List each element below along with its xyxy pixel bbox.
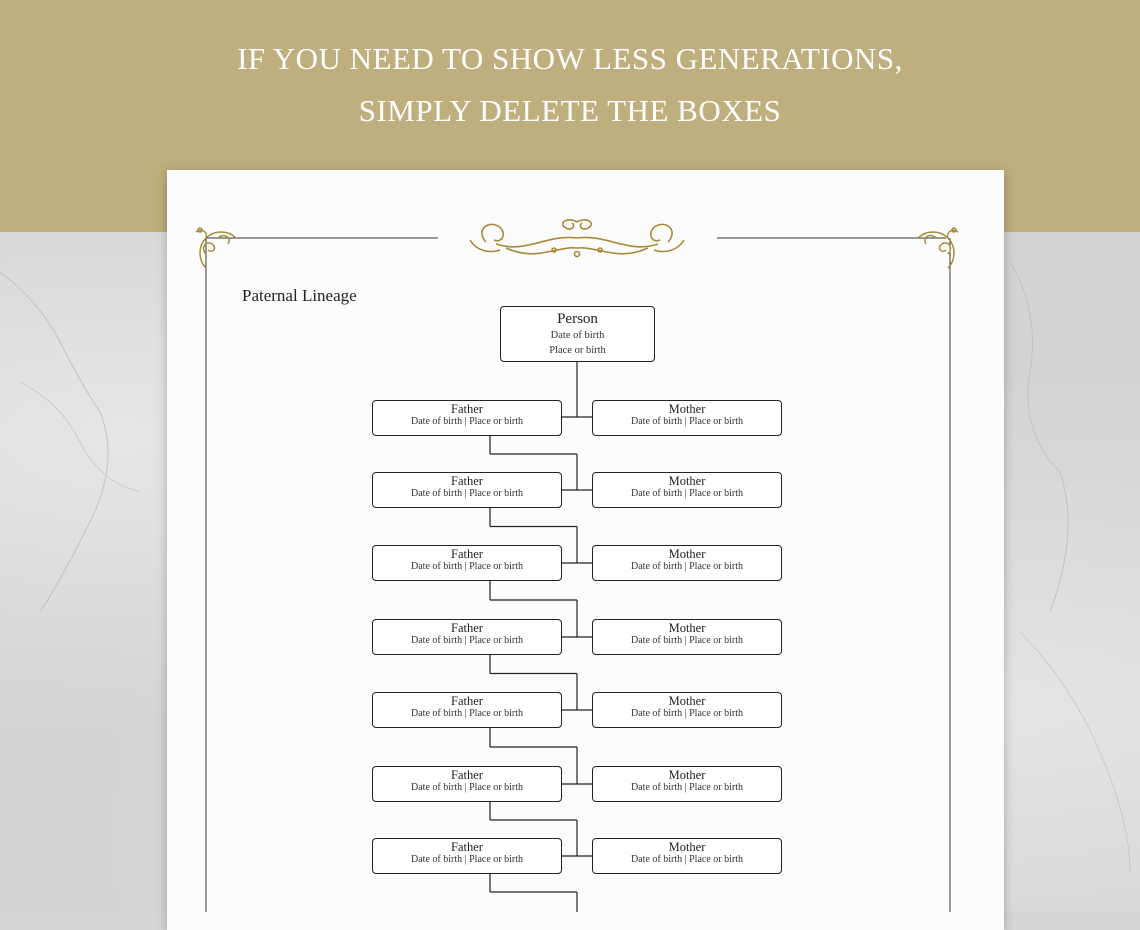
flourish-ornament-icon (466, 214, 688, 264)
mother-details: Date of birth | Place or birth (631, 416, 743, 427)
mother-box[interactable] (592, 472, 782, 508)
person-box[interactable] (500, 306, 655, 362)
banner-heading-line-1: IF YOU NEED TO SHOW LESS GENERATIONS, (237, 41, 903, 76)
mother-name: Mother (668, 402, 706, 416)
father-box[interactable] (372, 472, 562, 508)
mother-details: Date of birth | Place or birth (631, 708, 743, 719)
mother-box[interactable] (592, 545, 782, 581)
father-box[interactable] (372, 400, 562, 436)
father-box[interactable] (372, 619, 562, 655)
corner-flourish-icon (916, 224, 962, 272)
mother-box[interactable] (592, 619, 782, 655)
father-details: Date of birth | Place or birth (411, 561, 523, 572)
mother-name: Mother (668, 474, 706, 488)
mother-box[interactable] (592, 692, 782, 728)
father-name: Father (451, 402, 483, 416)
father-box[interactable] (372, 545, 562, 581)
mother-details: Date of birth | Place or birth (631, 561, 743, 572)
father-details: Date of birth | Place or birth (411, 416, 523, 427)
person-place-of-birth: Place or birth (549, 345, 606, 356)
father-name: Father (451, 840, 483, 854)
father-name: Father (451, 621, 483, 635)
mother-details: Date of birth | Place or birth (631, 782, 743, 793)
mother-name: Mother (668, 694, 706, 708)
mother-box[interactable] (592, 400, 782, 436)
father-details: Date of birth | Place or birth (411, 488, 523, 499)
father-name: Father (451, 547, 483, 561)
father-details: Date of birth | Place or birth (411, 782, 523, 793)
mother-name: Mother (668, 840, 706, 854)
mother-name: Mother (668, 547, 706, 561)
father-box[interactable] (372, 838, 562, 874)
father-box[interactable] (372, 692, 562, 728)
banner-heading-line-2: SIMPLY DELETE THE BOXES (358, 93, 782, 128)
page-title: Paternal Lineage (242, 286, 357, 305)
father-name: Father (451, 474, 483, 488)
father-details: Date of birth | Place or birth (411, 635, 523, 646)
father-details: Date of birth | Place or birth (411, 854, 523, 865)
mother-details: Date of birth | Place or birth (631, 488, 743, 499)
mother-details: Date of birth | Place or birth (631, 854, 743, 865)
person-date-of-birth: Date of birth (550, 330, 605, 341)
father-box[interactable] (372, 766, 562, 802)
mother-name: Mother (668, 621, 706, 635)
mother-details: Date of birth | Place or birth (631, 635, 743, 646)
father-details: Date of birth | Place or birth (411, 708, 523, 719)
mother-box[interactable] (592, 766, 782, 802)
corner-flourish-icon (192, 224, 238, 272)
mother-box[interactable] (592, 838, 782, 874)
person-name: Person (557, 311, 598, 327)
mother-name: Mother (668, 768, 706, 782)
father-name: Father (451, 694, 483, 708)
father-name: Father (451, 768, 483, 782)
